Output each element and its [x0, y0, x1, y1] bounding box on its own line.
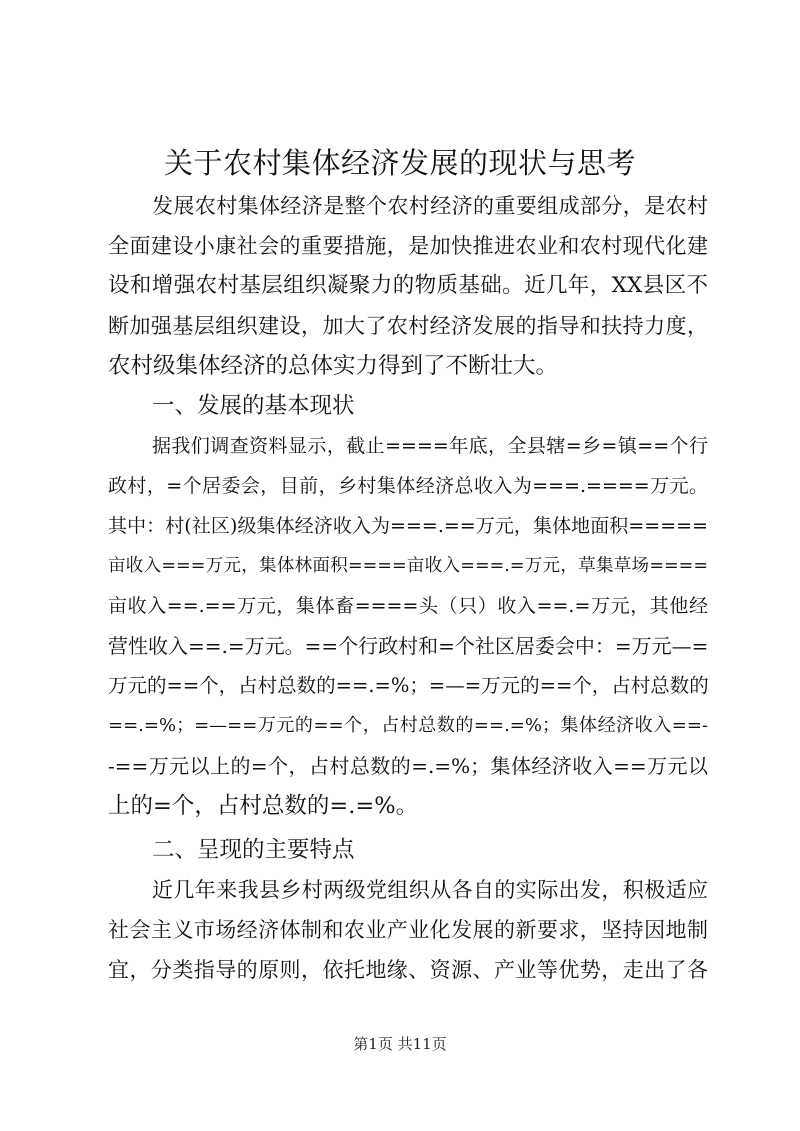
paragraph-line: 其中：村(社区)级集体经济收入为===.==万元，集体地面积=====: [108, 515, 708, 537]
document-title: 关于农村集体经济发展的现状与思考: [163, 146, 636, 180]
paragraph-line: 社会主义市场经济体制和农业产业化发展的新要求，坚持因地制: [108, 918, 708, 942]
paragraph-line: 亩收入==.==万元，集体畜====头（只）收入==.=万元，其他经: [108, 595, 708, 617]
paragraph-line: -==万元以上的=个，占村总数的=.=%；集体经济收入==万元以: [108, 754, 708, 778]
paragraph-line: 宜，分类指导的原则，依托地缘、资源、产业等优势，走出了各: [108, 958, 708, 982]
paragraph-line: 全面建设小康社会的重要措施，是加快推进农业和农村现代化建: [108, 234, 708, 258]
paragraph-line: 断加强基层组织建设，加大了农村经济发展的指导和扶持力度，: [108, 314, 708, 338]
paragraph-line: 近几年来我县乡村两级党组织从各自的实际出发，积极适应: [152, 878, 708, 902]
paragraph-line: 设和增强农村基层组织凝聚力的物质基础。近几年，XX县区不: [108, 273, 708, 298]
paragraph-line: 营性收入==.=万元。==个行政村和=个社区居委会中：=万元—=: [108, 634, 709, 658]
paragraph-line: 据我们调查资料显示，截止====年底，全县辖=乡=镇==个行: [152, 435, 708, 457]
paragraph-line: 发展农村集体经济是整个农村经济的重要组成部分，是农村: [152, 194, 708, 218]
section-heading: 一、发展的基本现状: [152, 393, 355, 419]
paragraph-line: 政村，=个居委会，目前，乡村集体经济总收入为===.====万元。: [108, 475, 708, 497]
page-footer: 第1页 共11页: [353, 1035, 447, 1053]
paragraph-line: 万元的==个，占村总数的==.=%；=—=万元的==个，占村总数的: [108, 674, 709, 697]
paragraph-line: 农村级集体经济的总体实力得到了不断壮大。: [108, 353, 559, 379]
paragraph-line: ==.=%；=—==万元的==个，占村总数的==.=%；集体经济收入==-: [108, 715, 708, 736]
paragraph-line: 上的=个，占村总数的=.=%。: [108, 793, 419, 819]
paragraph-line: 亩收入===万元，集体林面积====亩收入===.=万元，草集草场====: [108, 556, 708, 576]
section-heading: 二、呈现的主要特点: [152, 837, 355, 863]
